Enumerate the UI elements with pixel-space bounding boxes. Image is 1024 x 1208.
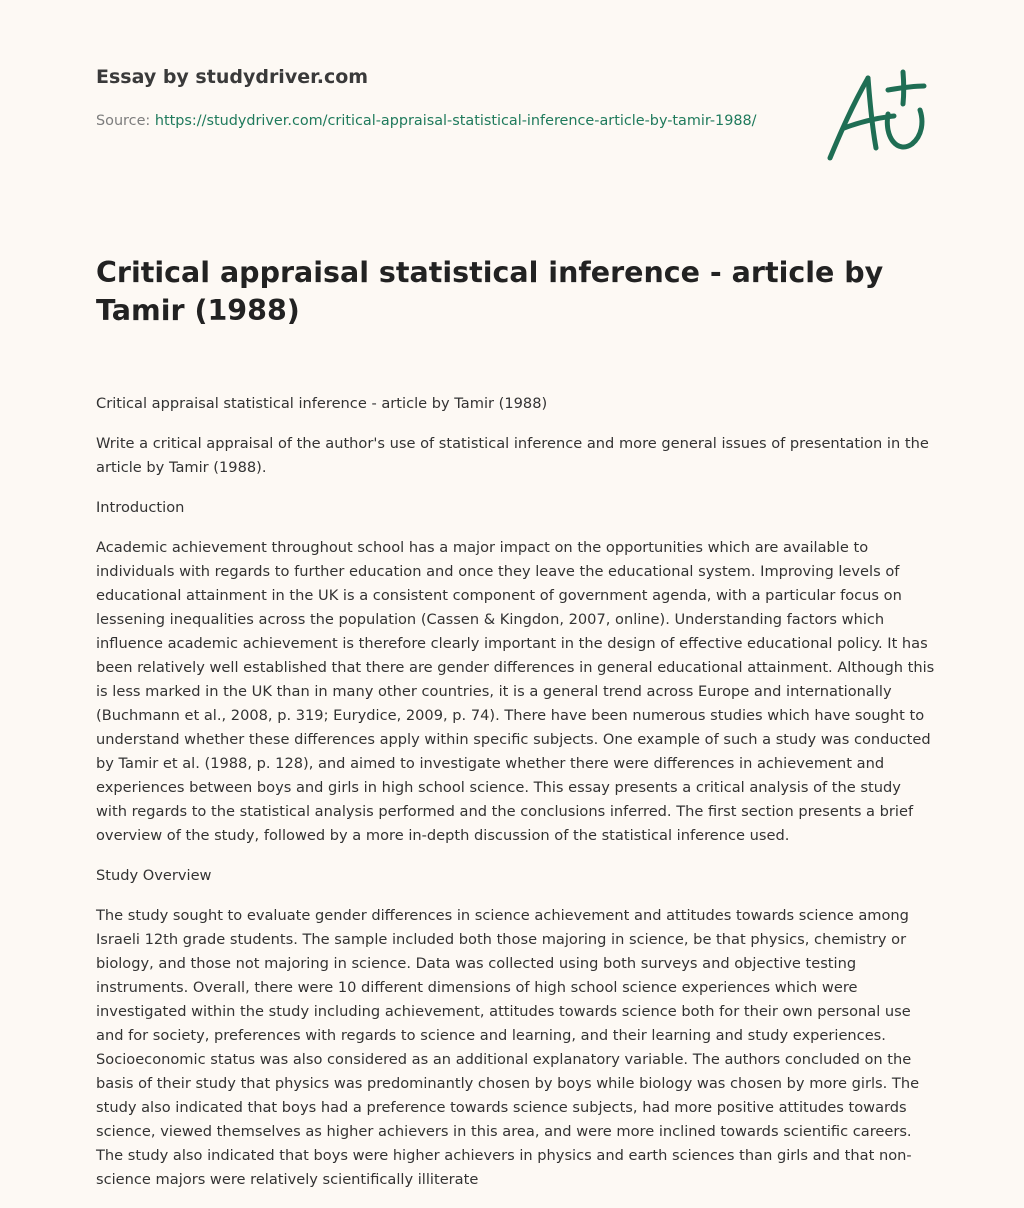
source-line: [96, 109, 776, 133]
section-heading-study-overview: Study Overview: [96, 867, 212, 884]
article-body: [96, 392, 936, 1208]
study-overview-paragraph: The study sought to evaluate gender differences in science achievement and attitudes towards science among Israeli 12th grade students. The sample included both those majoring in science, be that physics, chemistry or biology, and those not majoring in science. Data was collected using both surveys and objective testing instruments. Overall, there were 10 different dimensions of high school science experiences which were investigated within the study including achievement, attitudes towards science both for their own personal use and for society, preferences with regards to science and learning, and their learning and study experiences. Socioeconomic status was also considered as an additional explanatory variable. The authors concluded on the basis of their study that physics was predominantly chosen by boys while biology was chosen by more girls. The study also indicated that boys had a preference towards science subjects, had more positive attitudes towards science, viewed themselves as higher achievers in this area, and were more inclined towards scientific careers. The study also indicated that boys were higher achievers in physics and earth sciences than girls and that non-science majors were relatively scientifically illiterate: [96, 907, 920, 1188]
section-heading-introduction: Introduction: [96, 499, 185, 516]
brand-title: Essay by studydriver.com: [96, 66, 369, 88]
introduction-paragraph: Academic achievement throughout school has a major impact on the opportunities which are available to individuals with regards to further education and once they leave the educational system. Improving levels of educational attainment in the UK is a consistent component of government agenda, with a particular focus on lessening inequalities across the population (Cassen & Kingdon, 2007, online). Understanding factors which influence academic achievement is therefore clearly important in the design of effective educational policy. It has been relatively well established that there are gender differences in general educational attainment. Although this is less marked in the UK than in many other countries, it is a general trend across Europe and internationally (Buchmann et al., 2008, p. 319; Eurydice, 2009, p. 74). There have been numerous studies which have sought to understand whether these differences apply within specific subjects. One example of such a study was conducted by Tamir et al. (1988, p. 128), and aimed to investigate whether there were differences in achievement and experiences between boys and girls in high school science. This essay presents a critical analysis of the study with regards to the statistical analysis performed and the conclusions inferred. The first section presents a brief overview of the study, followed by a more in-depth discussion of the statistical inference used.: [96, 539, 935, 844]
page-header: [96, 62, 776, 133]
a-plus-icon: [818, 64, 932, 168]
source-link[interactable]: https://studydriver.com/critical-appraisal-statistical-inference-article-by-tamir-1988/: [154, 113, 757, 129]
article-title: Critical appraisal statistical inference - article by Tamir (1988): [96, 256, 884, 327]
subtitle-paragraph: Critical appraisal statistical inference - article by Tamir (1988): [96, 395, 548, 412]
prompt-paragraph: Write a critical appraisal of the author's use of statistical inference and more general issues of presentation in the article by Tamir (1988).: [96, 435, 929, 476]
source-label: Source:: [96, 113, 155, 129]
